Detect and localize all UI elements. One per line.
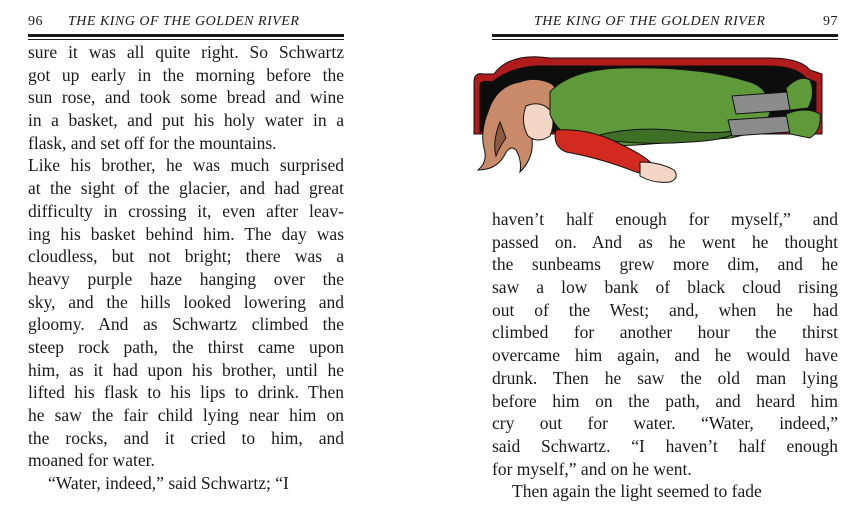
text-line: for myself,” and on he went. — [492, 458, 692, 479]
text-line: ing his basket behind him. The day was — [28, 223, 344, 244]
text-line: gloomy. And as Schwartz climbed the — [28, 314, 344, 335]
running-head-left — [28, 14, 344, 34]
text-line: climbed for another hour the thirst — [492, 322, 838, 343]
text-line: in a basket, and put his holy water in a — [28, 110, 344, 131]
text-line: sky, and the hills looked lowering and — [28, 291, 344, 312]
text-line: drunk. Then he saw the old man lying — [492, 367, 838, 388]
text-line: said Schwartz. “I haven’t half enough — [492, 435, 838, 456]
text-line: at the sight of the glacier, and had great — [28, 178, 344, 199]
text-line: overcame him again, and he would have — [492, 345, 838, 366]
text-line: steep rock path, the thirst came upon — [28, 336, 344, 357]
text-line: the sunbeams grew more dim, and he — [492, 254, 838, 275]
text-line: cloudless, but not bright; there was a — [28, 246, 344, 267]
text-line: got up early in the morning before the — [28, 64, 344, 85]
text-line: haven’t half enough for myself,” and — [492, 209, 838, 229]
child-illustration — [470, 52, 826, 188]
text-line: sure it was all quite right. So Schwartz — [28, 42, 344, 62]
child-hand — [640, 162, 676, 182]
text-line: difficulty in crossing it, even after leav- — [28, 200, 344, 221]
header-rule-thin-left — [28, 39, 344, 40]
body-text-right — [492, 208, 838, 503]
text-line: before him on the path, and heard him — [492, 390, 838, 411]
text-line: passed on. And as he went he thought — [492, 231, 838, 252]
text-line: lifted his flask to his lips to drink. Then — [28, 382, 344, 403]
left-page — [0, 0, 420, 512]
text-line: cry out for water. “Water, indeed,” — [492, 413, 838, 434]
page-number-left: 96 — [28, 14, 43, 29]
text-line: he saw the fair child lying near him on — [28, 405, 344, 425]
right-page — [430, 0, 853, 512]
text-line: flask, and set off for the mountains. — [28, 132, 277, 153]
body-text-left — [28, 41, 344, 495]
text-line: sun rose, and took some bread and wine — [28, 87, 344, 108]
running-head-title-left: THE KING OF THE GOLDEN RIVER — [68, 14, 300, 29]
text-line: Like his brother, he was much surprised — [28, 155, 344, 176]
text-line: moaned for water. — [28, 450, 155, 471]
header-rule-thick-left — [28, 34, 344, 37]
text-line: him, as it had upon his brother, until he — [28, 359, 344, 380]
text-line: heavy purple haze hanging over the — [28, 268, 344, 289]
text-line: the rocks, and it cried to him, and — [28, 427, 344, 448]
text-line: out of the West; and, when he had — [492, 299, 838, 320]
header-rule-thick-right — [492, 34, 838, 37]
running-head-title-right: THE KING OF THE GOLDEN RIVER — [534, 14, 766, 29]
text-line: “Water, indeed,” said Schwartz; “I — [48, 473, 289, 494]
running-head-right — [492, 14, 838, 34]
page-number-right: 97 — [823, 14, 838, 29]
text-line: Then again the light seemed to fade — [512, 481, 762, 502]
header-rule-thin-right — [492, 39, 838, 40]
text-line: saw a low bank of black cloud rising — [492, 277, 838, 298]
child-face — [523, 104, 553, 140]
